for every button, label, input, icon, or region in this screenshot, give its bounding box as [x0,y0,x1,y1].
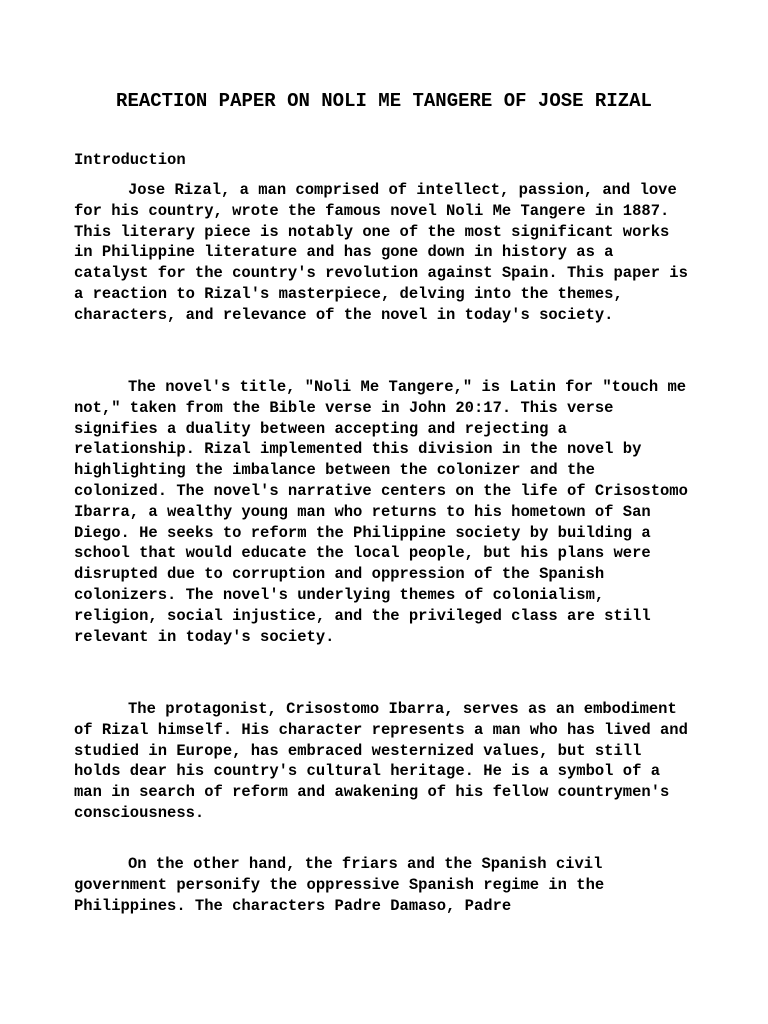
document-title: REACTION PAPER ON NOLI ME TANGERE OF JOSE RIZAL [116,90,652,112]
paragraph-1: Jose Rizal, a man comprised of intellect, passion, and love for his country, wrote the famous novel Noli Me Tangere in 1887. This literary piece is notably one of the most significant works in Philippine literature and has gone down in history as a catalyst for the country's revolution against Spain. This paper is a reaction to Rizal's masterpiece, delving into the themes, characters, and relevance of the novel in today's society. [74,181,688,324]
section-heading-introduction: Introduction [74,151,186,169]
paragraph-3: The protagonist, Crisostomo Ibarra, serves as an embodiment of Rizal himself. His character represents a man who has lived and studied in Europe, has embraced westernized values, but still holds dear his country's cultural heritage. He is a symbol of a man in search of reform and awakening of his fellow countrymen's consciousness. [74,700,688,822]
paragraph-2: The novel's title, "Noli Me Tangere," is Latin for "touch me not," taken from the Bible verse in John 20:17. This verse signifies a duality between accepting and rejecting a relationship. Rizal implemented this division in the novel by highlighting the imbalance between the colonizer and the colonized. The novel's narrative centers on the life of Crisostomo Ibarra, a wealthy young man who returns to his hometown of San Diego. He seeks to reform the Philippine society by building a school that would educate the local people, but his plans were disrupted due to corruption and oppression of the Spanish colonizers. The novel's underlying themes of colonialism, religion, social injustice, and the privileged class are still relevant in today's society. [74,378,688,646]
paragraph-4: On the other hand, the friars and the Spanish civil government personify the oppressive Spanish regime in the Philippines. The characters Padre Damaso, Padre [74,855,605,915]
